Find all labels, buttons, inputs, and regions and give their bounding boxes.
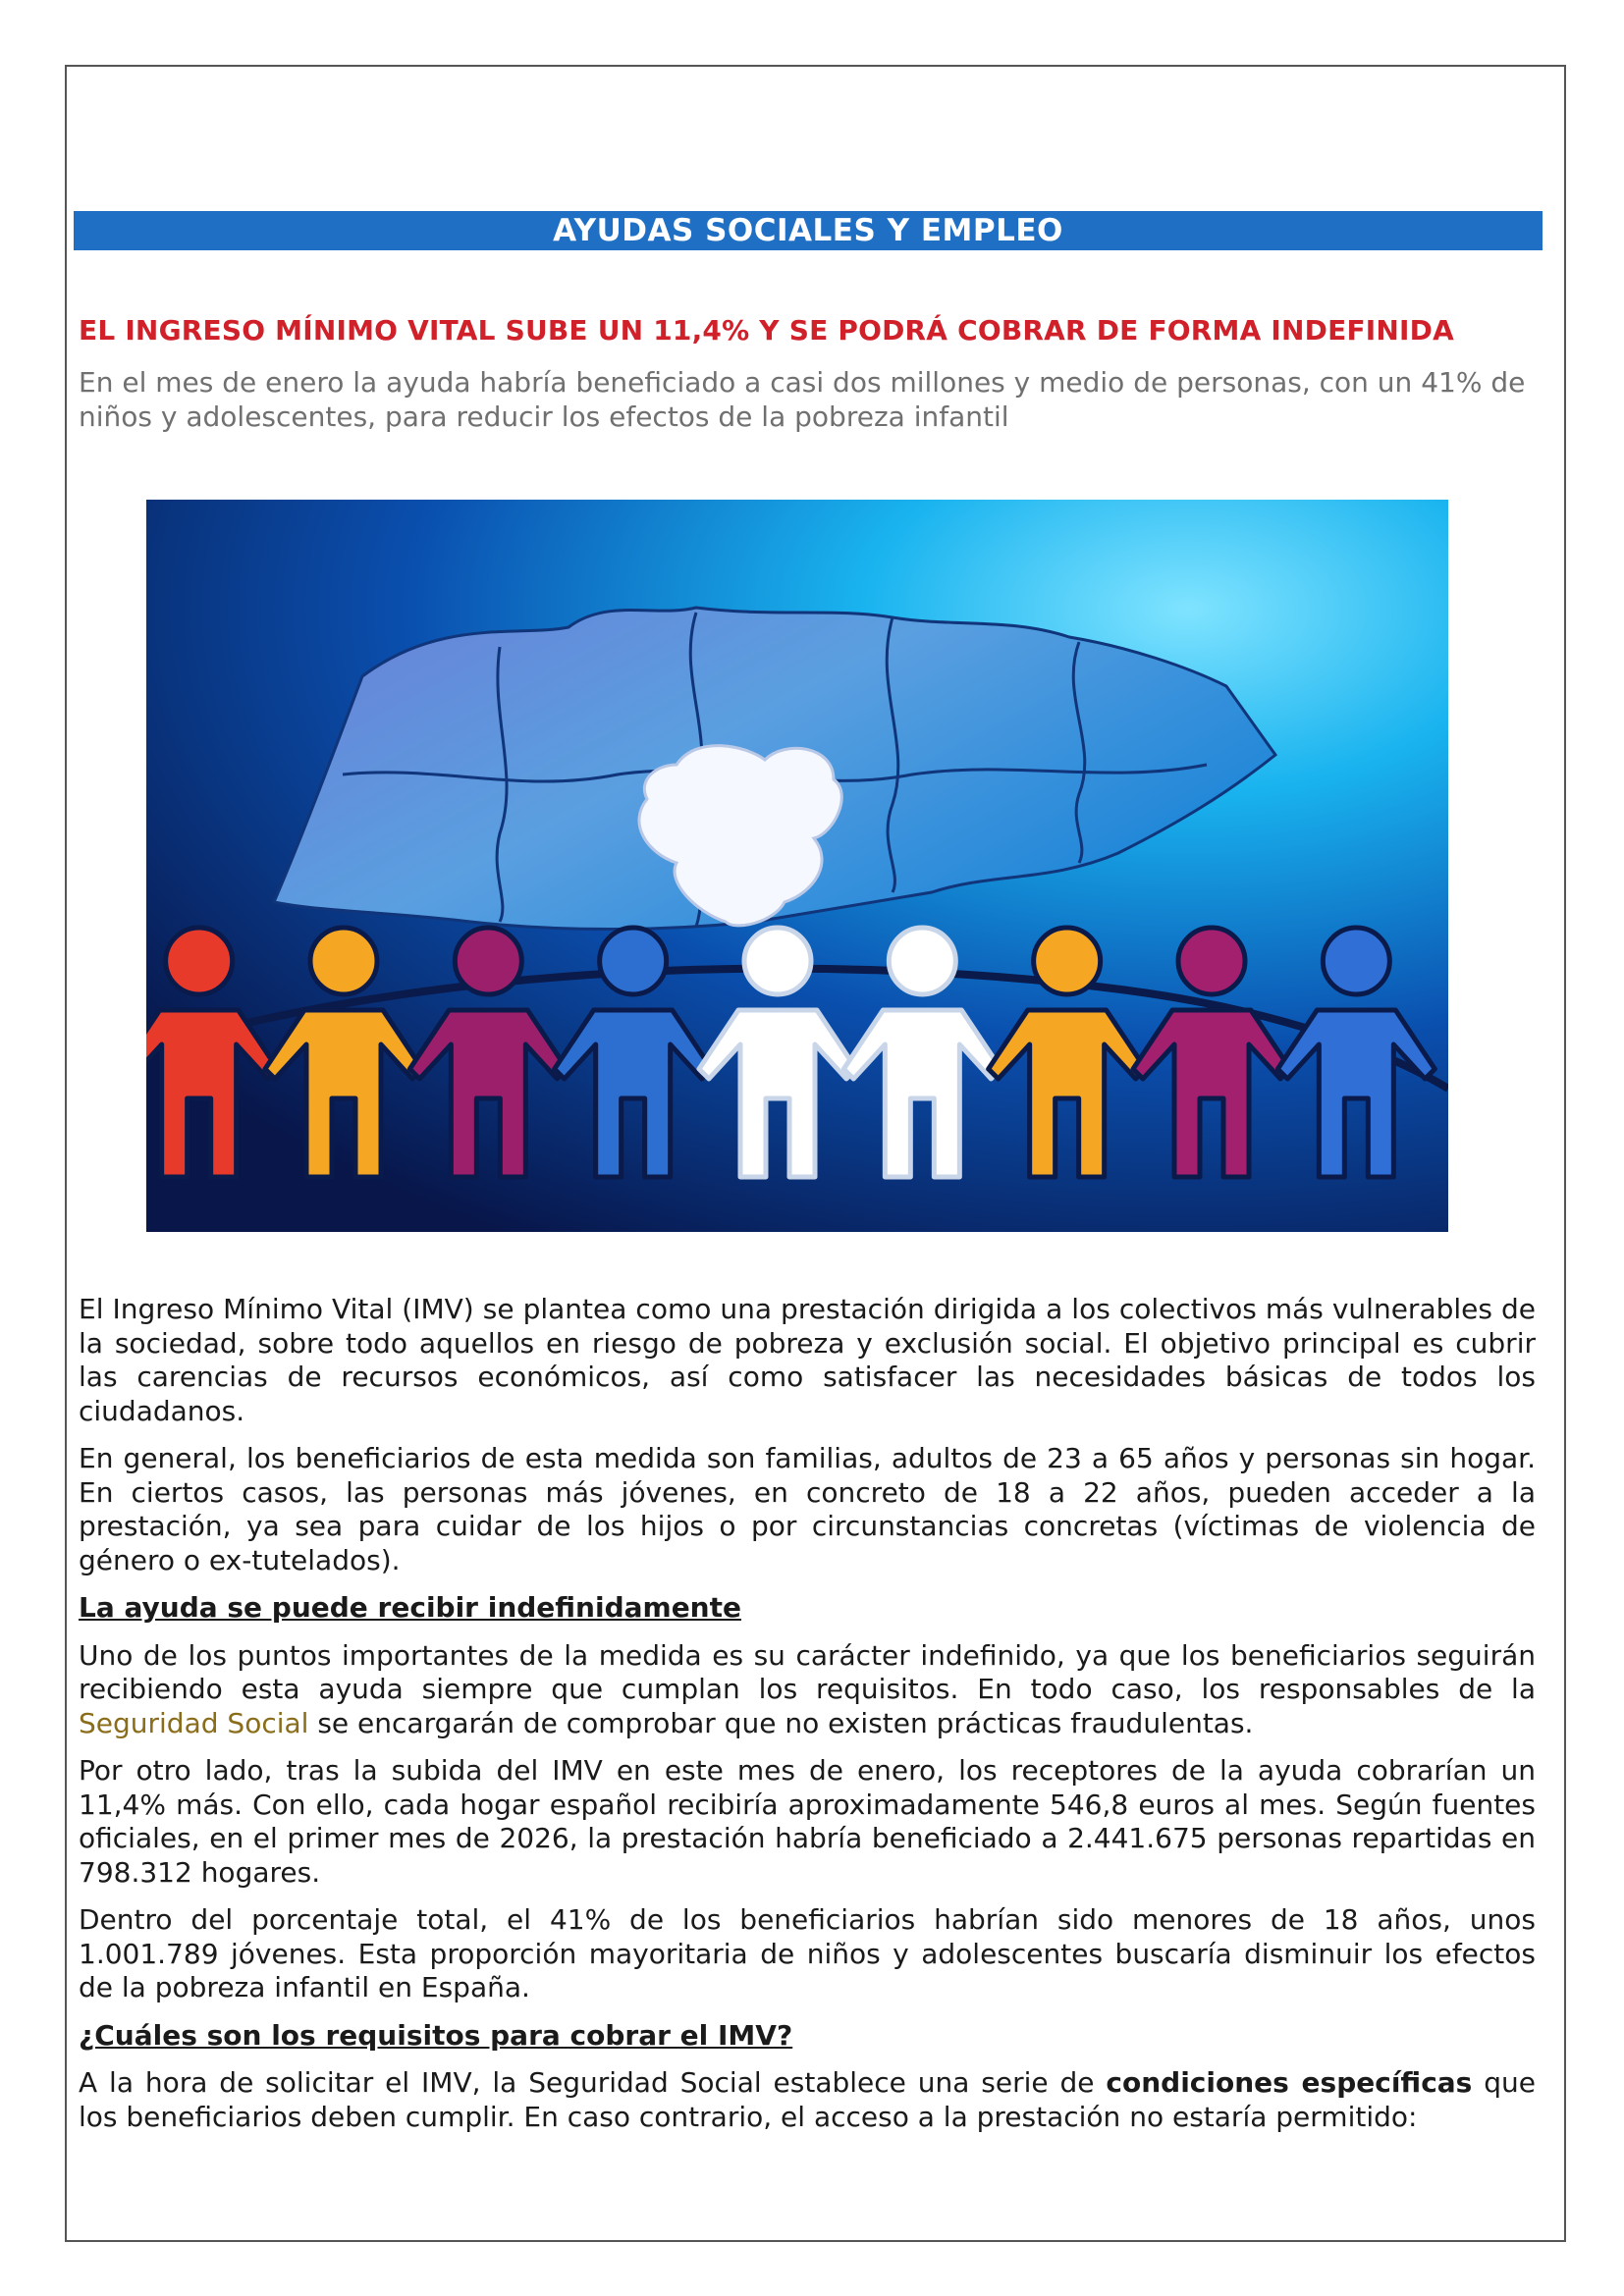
paragraph-4: Por otro lado, tras la subida del IMV en este mes de enero, los receptores de la ayuda cobrarían un 11,4% más. Con ello, cada hogar español recibiría aproximadamente 546,8 euros al mes. Según fuentes oficiales, en el primer mes de 2026, la prestación habría beneficiado a 2.441.675 personas repartidas en 798.312 hogares. xyxy=(79,1754,1536,1889)
paragraph-3-text-b: se encargarán de comprobar que no existen prácticas fraudulentas. xyxy=(308,1706,1254,1739)
seguridad-social-link[interactable]: Seguridad Social xyxy=(79,1706,309,1739)
article-subheadline: En el mes de enero la ayuda habría beneficiado a casi dos millones y medio de personas, con un 41% de niños y adolescentes, para reducir los efectos de la pobreza infantil xyxy=(79,366,1526,433)
section-banner: AYUDAS SOCIALES Y EMPLEO xyxy=(74,211,1543,250)
paragraph-6 xyxy=(79,2066,1536,2134)
paragraph-5: Dentro del porcentaje total, el 41% de los beneficiarios habrían sido menores de 18 años, unos 1.001.789 jóvenes. Esta proporción mayoritaria de niños y adolescentes buscaría disminuir los efectos de la pobreza infantil en España. xyxy=(79,1903,1536,2003)
subheading-requirements: ¿Cuáles son los requisitos para cobrar el IMV? xyxy=(79,2018,793,2052)
hero-image xyxy=(146,500,1448,1232)
article-headline: EL INGRESO MÍNIMO VITAL SUBE UN 11,4% Y SE PODRÁ COBRAR DE FORMA INDEFINIDA xyxy=(79,314,1454,347)
article-body xyxy=(79,1293,1536,2148)
paragraph-1: El Ingreso Mínimo Vital (IMV) se plantea como una prestación dirigida a los colectivos más vulnerables de la sociedad, sobre todo aquellos en riesgo de pobreza y exclusión social. El objetivo principal es cubrir las carencias de recursos económicos, así como satisfacer las necesidades básicas de todos los ciudadanos. xyxy=(79,1293,1536,1427)
paragraph-6-text-b: que los beneficiarios deben cumplir. En caso contrario, el acceso a la prestación no estaría permitido: xyxy=(79,2066,1536,2133)
paragraph-3-text-a: Uno de los puntos importantes de la medida es su carácter indefinido, ya que los beneficiarios seguirán recibiendo esta ayuda siempre que cumplan los requisitos. En todo caso, los responsables de la xyxy=(79,1638,1536,1705)
paragraph-3 xyxy=(79,1639,1536,1741)
paragraph-6-text-a: A la hora de solicitar el IMV, la Seguridad Social establece una serie de xyxy=(79,2066,1107,2099)
paragraph-2: En general, los beneficiarios de esta medida son familias, adultos de 23 a 65 años y personas sin hogar. En ciertos casos, las personas más jóvenes, en concreto de 18 a 22 años, pueden acceder a la prestación, ya sea para cuidar de los hijos o por circunstancias concretas (víctimas de violencia de género o ex-tutelados). xyxy=(79,1442,1536,1576)
puzzle-people-illustration xyxy=(146,500,1448,1232)
paragraph-6-bold: condiciones específicas xyxy=(1106,2066,1473,2099)
subheading-indefinite: La ayuda se puede recibir indefinidamente xyxy=(79,1591,741,1624)
